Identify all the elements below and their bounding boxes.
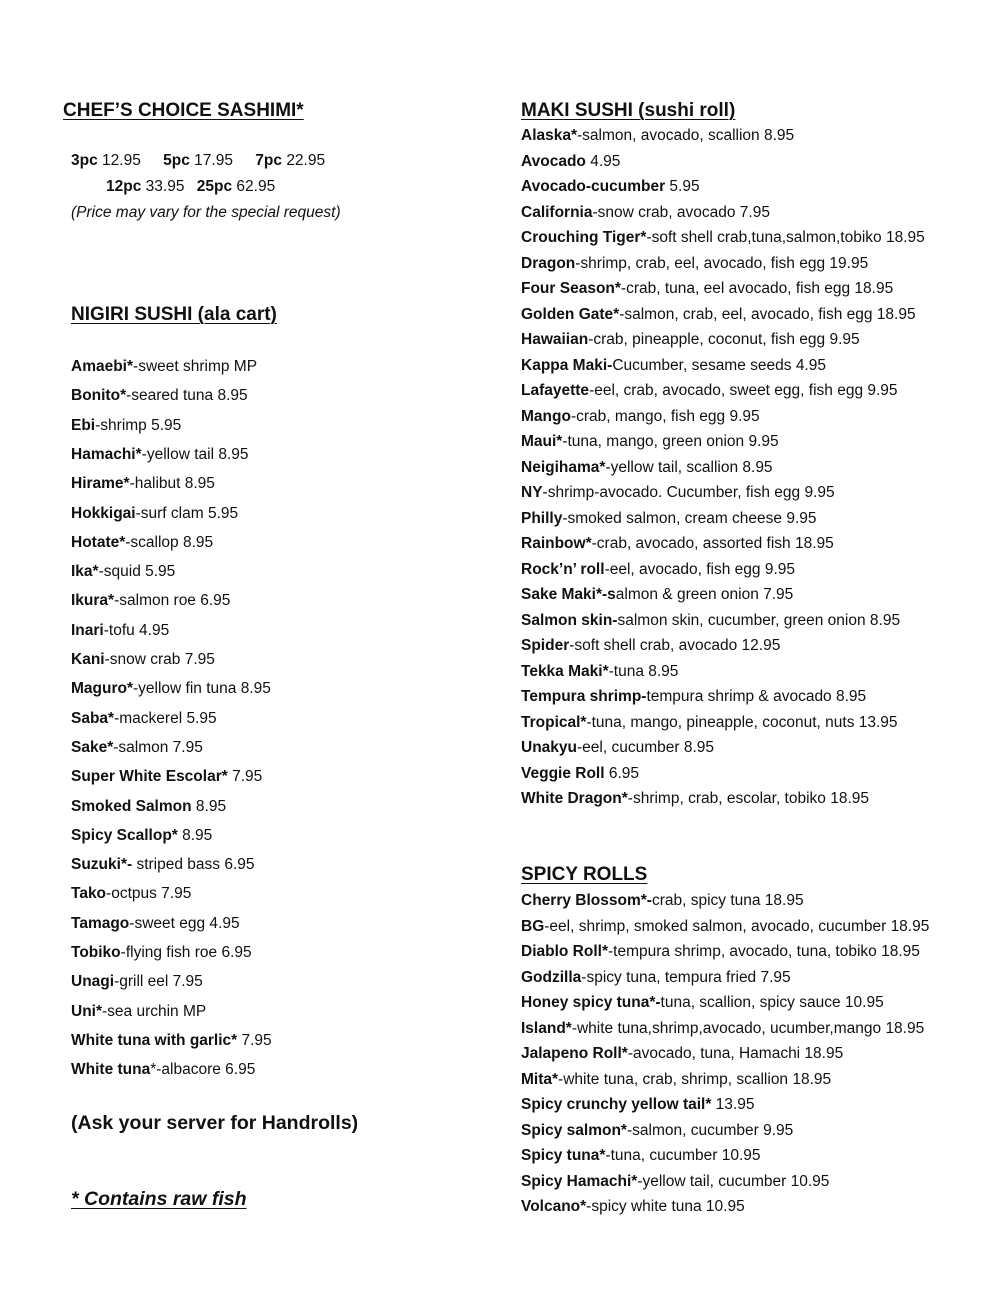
item-name: Avocado-cucumber [521,178,666,195]
maki-item [521,459,773,477]
nigiri-item [71,505,238,523]
item-name: Tako [71,885,107,903]
item-description: striped bass 6.95 [132,856,255,874]
item-name: Volcano* [521,1198,587,1215]
spicy-roll-item [521,918,929,936]
item-name: Mango [521,407,571,425]
nigiri-item [71,710,217,728]
item-name: Hawaiian [521,331,589,348]
spicy-roll-item [521,1045,843,1063]
maki-heading: MAKI SUSHI (sushi roll) [521,100,736,121]
item-description: -shrimp-avocado. Cucumber, fish egg 9.95 [542,484,835,501]
sashimi-price: 12.95 [102,152,141,169]
item-description: -tofu 4.95 [103,621,170,639]
nigiri-item [71,739,203,757]
maki-item [521,382,898,400]
item-description: 7.95 [227,768,263,786]
item-description: -soft shell crab,tuna,salmon,tobiko 18.95 [646,229,925,246]
sashimi-price: 62.95 [236,178,276,195]
item-name: Hirame* [71,475,130,493]
item-description: -surf clam 5.95 [135,504,239,522]
item-description: -salmon, cucumber 9.95 [626,1121,794,1139]
nigiri-item [71,446,248,464]
item-name: Smoked Salmon [71,797,192,815]
item-description: *-albacore 6.95 [150,1061,256,1079]
nigiri-item [71,885,191,903]
maki-item [521,561,795,579]
sashimi-price: 33.95 [145,178,185,195]
item-name: Alaska* [521,127,578,144]
item-name: Spicy tuna* [521,1147,606,1164]
maki-item [521,280,893,298]
item-description: -shrimp, crab, escolar, tobiko 18.95 [627,790,870,807]
item-name: Ika* [71,563,99,581]
spicy-roll-item [521,969,791,987]
handrolls-note: (Ask your server for Handrolls) [71,1112,359,1134]
item-description: -salmon, crab, eel, avocado, fish egg 18.95 [619,305,916,323]
maki-item [521,510,817,528]
maki-item [521,790,869,808]
nigiri-item [71,944,252,962]
item-name: Dragon [521,254,576,272]
item-description: -snow crab 7.95 [104,651,215,668]
nigiri-item [71,534,213,552]
item-description: -tuna, mango, green onion 9.95 [562,433,779,450]
nigiri-item [71,1061,255,1079]
maki-item [521,484,835,502]
sashimi-row-1 [71,152,325,170]
item-name: Golden Gate* [521,305,620,323]
nigiri-item [71,622,169,640]
spicy-roll-item [521,1122,793,1140]
sashimi-price: 22.95 [286,152,326,169]
item-name: Inari [71,621,104,639]
item-name: Amaebi* [71,358,134,375]
item-name: Spicy Scallop* [71,826,178,844]
maki-item [521,229,925,247]
nigiri-item [71,563,175,581]
nigiri-item [71,387,248,405]
item-description: -tempura shrimp, avocado, tuna, tobiko 18.95 [607,943,920,960]
maki-item [521,433,779,451]
item-description: -spicy tuna, tempura fried 7.95 [581,968,791,986]
item-description: -eel, shrimp, smoked salmon, avocado, cucumber 18.95 [544,917,930,935]
item-description: -yellow tail, scallion 8.95 [605,458,773,476]
item-description: -shrimp, crab, eel, avocado, fish egg 19.95 [575,254,869,272]
item-description: -halibut 8.95 [129,475,215,493]
item-name: Tamago [71,914,130,932]
spicy-roll-item [521,1198,745,1216]
maki-item [521,331,860,349]
item-name: White Dragon* [521,790,628,807]
item-description: -crab, avocado, assorted fish 18.95 [591,535,834,552]
maki-item [521,663,678,681]
nigiri-item [71,1032,272,1050]
item-description: -yellow fin tuna 8.95 [133,680,271,698]
item-description: -white tuna, crab, shrimp, scallion 18.95 [558,1070,832,1088]
item-name: Hotate* [71,533,126,551]
spicy-roll-item [521,892,804,910]
item-name: Spicy crunchy yellow tail* [521,1096,712,1113]
spicy-roll-item [521,994,884,1012]
spicy-roll-item [521,1071,831,1089]
item-name: California [521,203,593,221]
item-name: Island* [521,1019,572,1037]
item-name: Diablo Roll* [521,943,608,960]
item-name: Saba* [71,709,115,727]
item-description: 4.95 [585,152,621,170]
item-name: Spider [521,637,570,654]
item-name: Sake* [71,738,114,756]
item-name: NY [521,484,543,501]
item-description: -yellow tail, cucumber 10.95 [637,1172,830,1190]
item-description: almon & green onion 7.95 [615,586,794,603]
item-name: Tempura shrimp- [521,688,647,705]
item-description: -eel, crab, avocado, sweet egg, fish egg 9.95 [589,382,898,399]
item-description: -avocado, tuna, Hamachi 18.95 [627,1045,844,1062]
item-description: -scallop 8.95 [125,533,214,551]
spicy-roll-item [521,1096,754,1114]
item-name: Tekka Maki* [521,662,609,680]
item-description: -salmon 7.95 [113,738,203,756]
item-name: Four Season* [521,280,621,297]
maki-item [521,688,866,706]
item-description: salmon skin, cucumber, green onion 8.95 [617,611,901,629]
item-description: 8.95 [191,797,227,815]
item-description: tempura shrimp & avocado 8.95 [646,688,867,705]
maki-item [521,739,714,757]
item-description: -squid 5.95 [98,563,176,581]
nigiri-heading: NIGIRI SUSHI (ala cart) [71,304,277,325]
maki-item [521,765,639,783]
spicy-roll-item [521,1020,924,1038]
item-name: Bonito* [71,387,127,405]
item-description: -crab, tuna, eel avocado, fish egg 18.95 [620,280,894,297]
sashimi-size: 3pc [71,152,98,169]
item-name: Sake Maki*-s [521,586,616,603]
nigiri-item [71,768,262,786]
item-description: -seared tuna 8.95 [126,387,248,405]
nigiri-item [71,417,181,435]
item-name: White tuna with garlic* [71,1031,238,1049]
item-description: -eel, avocado, fish egg 9.95 [604,560,795,578]
item-description: -tuna, cucumber 10.95 [605,1147,761,1164]
sashimi-size: 12pc [106,178,142,195]
nigiri-item [71,827,212,845]
maki-item [521,204,770,222]
item-name: Godzilla [521,968,582,986]
nigiri-item [71,592,230,610]
item-name: Ikura* [71,592,115,610]
item-description: -sea urchin MP [102,1002,207,1020]
item-name: Ebi [71,416,96,434]
maki-item [521,714,898,732]
item-description: -salmon, avocado, scallion 8.95 [577,127,795,144]
item-name: Spicy salmon* [521,1121,627,1139]
item-name: Neigihama* [521,458,606,476]
spicy-roll-item [521,1147,761,1165]
nigiri-item [71,856,255,874]
item-description: 13.95 [711,1096,755,1113]
item-name: Hokkigai [71,504,136,522]
item-description: -grill eel 7.95 [114,973,203,991]
item-name: Maguro* [71,680,133,698]
item-name: Kappa Maki- [521,356,613,374]
item-description: 7.95 [237,1031,272,1049]
sashimi-price: 17.95 [194,152,233,169]
maki-item [521,127,794,145]
nigiri-item [71,798,226,816]
item-name: Salmon skin- [521,611,618,629]
item-name: Jalapeno Roll* [521,1045,628,1062]
maki-item [521,612,900,630]
item-name: Uni* [71,1002,102,1020]
maki-item [521,306,916,324]
item-description: -flying fish roe 6.95 [120,944,252,961]
item-name: Veggie Roll [521,764,605,782]
item-name: Rock’n’ roll [521,560,605,578]
item-description: -snow crab, avocado 7.95 [592,203,770,221]
maki-item [521,535,834,553]
sashimi-size: 25pc [196,178,233,195]
item-name: Lafayette [521,382,590,399]
item-name: Tropical* [521,713,587,731]
item-name: Avocado [521,152,586,170]
nigiri-item [71,915,240,933]
sashimi-size: 7pc [255,152,282,169]
nigiri-item [71,1003,206,1021]
item-description: -mackerel 5.95 [114,709,217,727]
item-name: Cherry Blossom*- [521,892,652,909]
item-description: -smoked salmon, cream cheese 9.95 [562,509,817,527]
item-name: White tuna [71,1061,151,1079]
item-description: -crab, pineapple, coconut, fish egg 9.95 [588,331,860,348]
spicy-heading: SPICY ROLLS [521,864,648,885]
item-description: -white tuna,shrimp,avocado, ucumber,mango 18.95 [571,1019,925,1037]
item-description: tuna, scallion, spicy sauce 10.95 [660,994,884,1011]
item-description: -soft shell crab, avocado 12.95 [569,637,781,654]
item-name: Rainbow* [521,535,592,552]
raw-fish-note: * Contains raw fish [71,1188,247,1210]
item-name: Unagi [71,973,115,991]
item-name: Spicy Hamachi* [521,1172,638,1190]
spicy-roll-item [521,943,920,961]
sashimi-row-2 [106,178,275,196]
item-name: Hamachi* [71,445,142,463]
nigiri-item [71,973,203,991]
item-description: -shrimp 5.95 [95,416,182,434]
spicy-roll-item [521,1173,829,1191]
item-name: Honey spicy tuna*- [521,994,661,1011]
item-description: -eel, cucumber 8.95 [577,739,714,756]
item-name: BG [521,917,545,935]
item-name: Maui* [521,433,563,450]
maki-item [521,408,760,426]
item-description: -spicy white tuna 10.95 [586,1198,745,1215]
item-description: 8.95 [177,826,213,844]
item-description: Cucumber, sesame seeds 4.95 [612,356,826,374]
item-name: Suzuki*- [71,856,133,874]
item-name: Mita* [521,1070,559,1088]
sashimi-heading: CHEF’S CHOICE SASHIMI* [63,100,304,121]
item-description: -octpus 7.95 [106,885,192,903]
item-name: Philly [521,509,563,527]
nigiri-item [71,475,215,493]
item-name: Kani [71,651,105,668]
sashimi-price-note: (Price may vary for the special request) [71,204,341,221]
item-description: -salmon roe 6.95 [114,592,231,610]
maki-item [521,178,700,196]
item-description: crab, spicy tuna 18.95 [651,892,804,909]
sashimi-size: 5pc [163,152,190,169]
item-description: 5.95 [665,178,700,195]
item-description: -sweet egg 4.95 [129,914,240,932]
item-name: Tobiko [71,944,121,961]
item-description: -tuna 8.95 [608,662,679,680]
item-description: -crab, mango, fish egg 9.95 [570,407,760,425]
item-description: 6.95 [604,764,640,782]
item-description: -sweet shrimp MP [133,358,258,375]
maki-item [521,357,826,375]
item-name: Crouching Tiger* [521,229,647,246]
item-description: -yellow tail 8.95 [141,445,249,463]
maki-item [521,586,793,604]
item-name: Unakyu [521,739,577,756]
maki-item [521,255,868,273]
nigiri-item [71,651,215,669]
maki-item [521,153,620,171]
item-description: -tuna, mango, pineapple, coconut, nuts 13.95 [586,713,898,731]
item-name: Super White Escolar* [71,768,228,786]
nigiri-item [71,358,257,376]
nigiri-item [71,680,271,698]
maki-item [521,637,780,655]
